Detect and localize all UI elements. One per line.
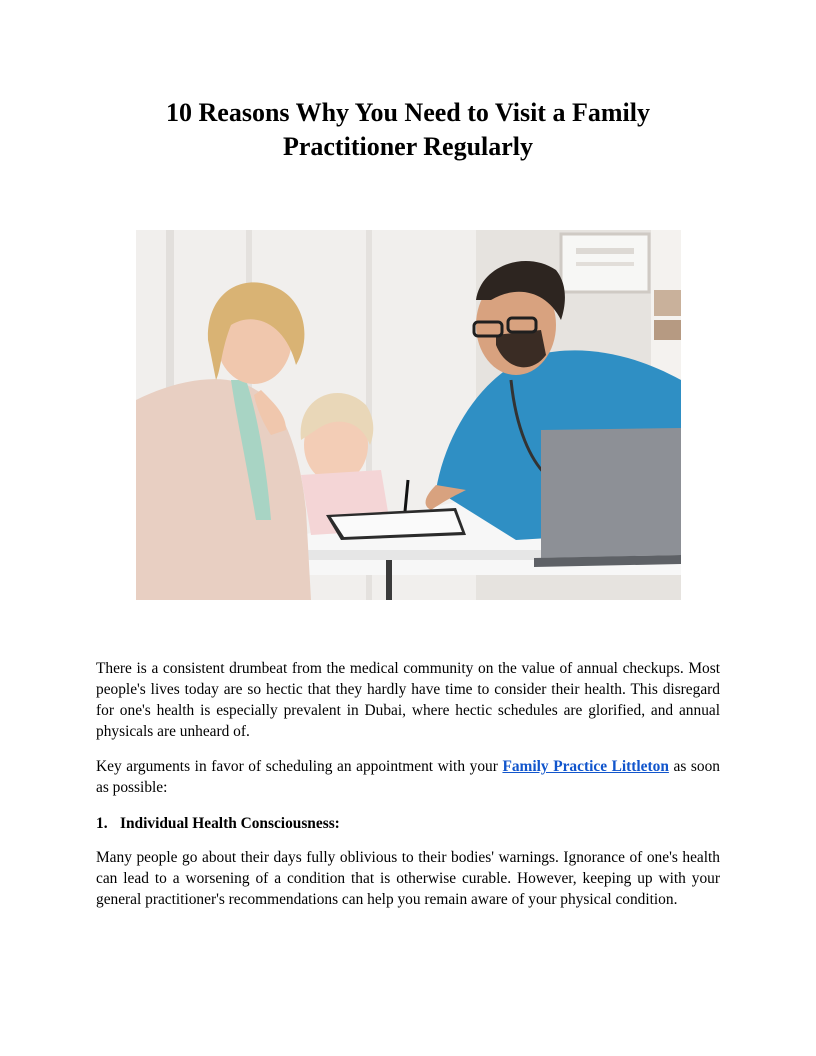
intro-paragraph: There is a consistent drumbeat from the medical community on the value of annual checkups. Most people's lives today are so hectic that they hardly have time to consider their health. This disregard for one's health is especially prevalent in Dubai, where hectic schedules are glorified, and annual physicals are unheard of.: [96, 660, 720, 740]
family-practice-littleton-link[interactable]: Family Practice Littleton: [502, 758, 669, 775]
health-consciousness-paragraph: Many people go about their days fully oblivious to their bodies' warnings. Ignorance of one's health can lead to a worsening of a condition that is otherwise curable. However, keeping up with your general practitioner's recommendations can help you remain aware of your physical condition.: [96, 849, 720, 908]
arguments-text-before: Key arguments in favor of scheduling an appointment with your: [96, 758, 503, 775]
section-heading-1: [96, 813, 720, 834]
section-number-1: 1.: [96, 815, 108, 832]
arguments-paragraph: [96, 756, 720, 798]
doctor-consultation-photo: [136, 230, 681, 600]
document-title: 10 Reasons Why You Need to Visit a Family Practitioner Regularly: [166, 98, 650, 161]
section-heading-1-text: Individual Health Consciousness:: [120, 815, 340, 832]
arguments-text-after: as soon as possible:: [96, 758, 720, 796]
